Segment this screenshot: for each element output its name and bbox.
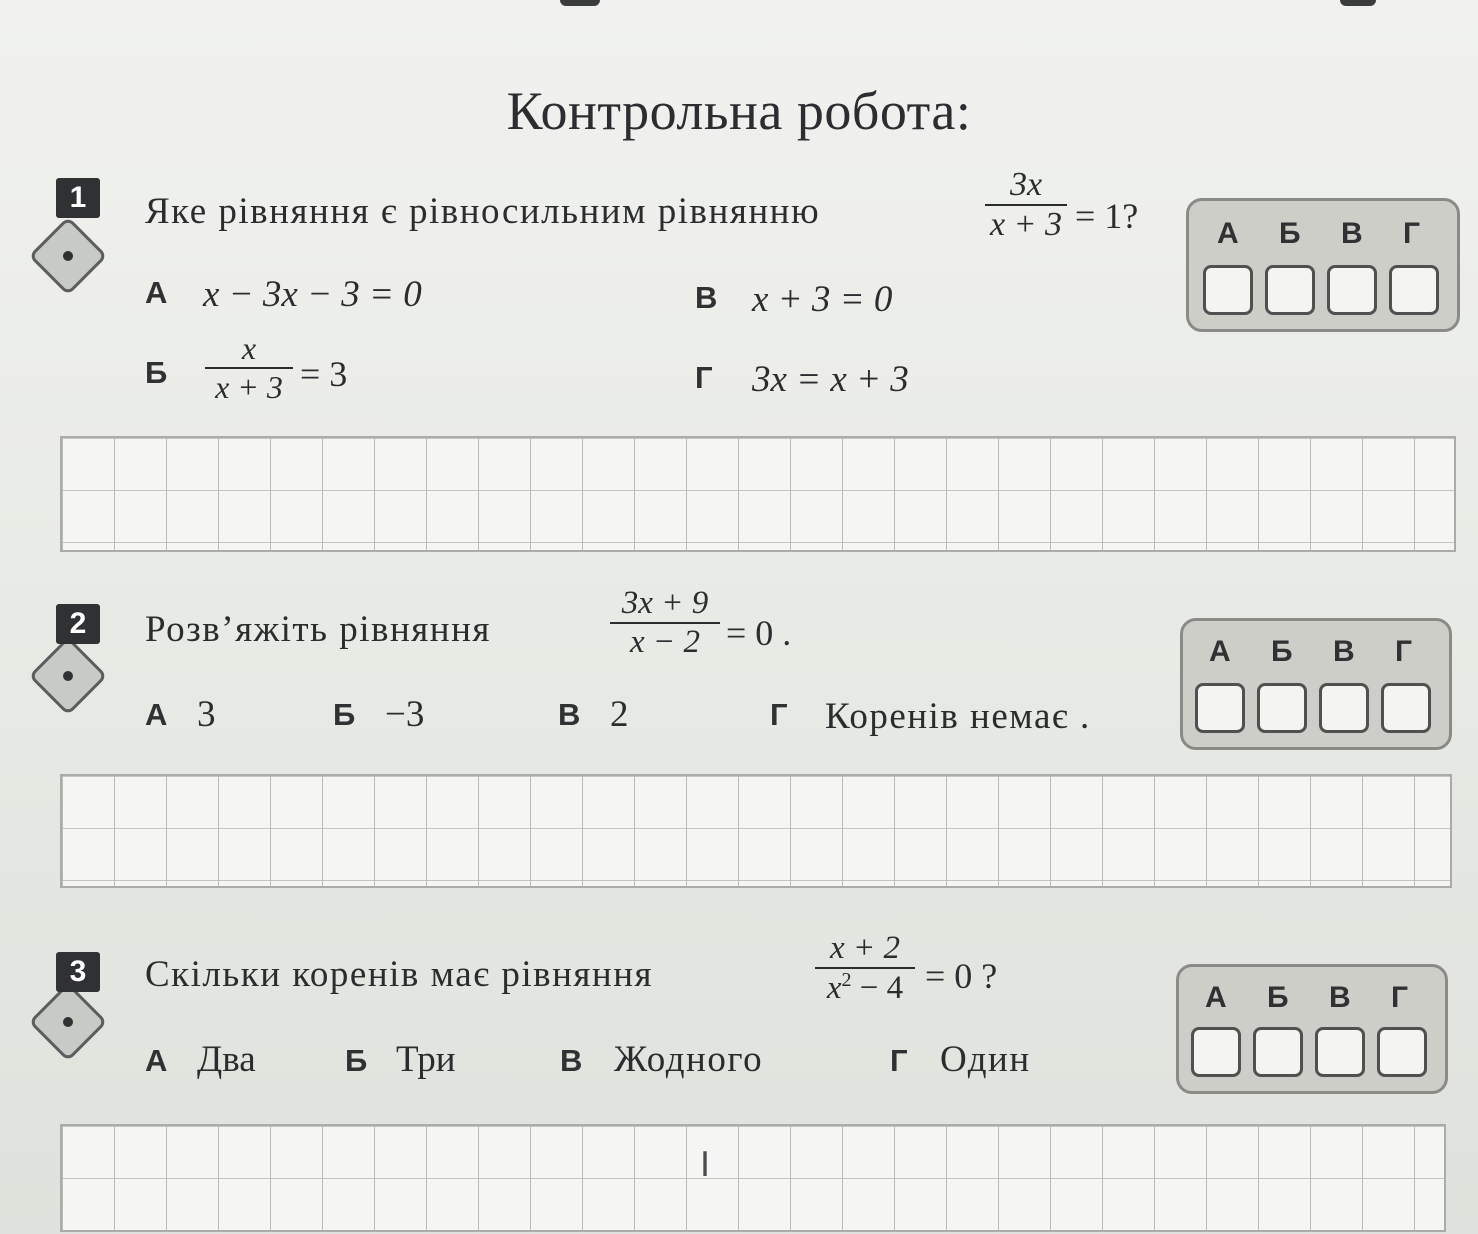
fraction-numerator: x + 2 (830, 930, 900, 966)
option-a: 3 (197, 694, 216, 735)
fraction-denominator (815, 969, 915, 1007)
answer-header-a: А (1205, 981, 1227, 1014)
option-d: 3x = x + 3 (752, 359, 909, 400)
option-b-numerator: x (241, 330, 257, 366)
answer-box (1180, 618, 1452, 750)
answer-cell-c[interactable] (1315, 1027, 1365, 1077)
answer-cell-c[interactable] (1327, 265, 1377, 315)
option-letter-a: А (145, 697, 168, 732)
option-letter-a: А (145, 1043, 168, 1078)
text-cursor-icon: I (700, 1145, 711, 1185)
task-number: 1 (56, 178, 100, 218)
question-fraction (610, 585, 720, 661)
cropped-header-strip (0, 0, 1478, 22)
answer-cell-d[interactable] (1389, 265, 1439, 315)
option-letter-c: В (560, 1043, 583, 1078)
option-a: Два (197, 1039, 256, 1080)
option-a: x − 3x − 3 = 0 (203, 274, 422, 315)
answer-box (1176, 964, 1448, 1094)
answer-header-d: Г (1391, 981, 1409, 1014)
work-grid[interactable] (60, 774, 1452, 888)
question-rhs: = 1? (1075, 196, 1139, 236)
option-letter-b: Б (333, 697, 356, 732)
option-letter-c: В (558, 697, 581, 732)
fraction-numerator: 3x (1009, 166, 1043, 203)
option-d: Коренів немає . (825, 696, 1091, 737)
answer-cell-b[interactable] (1257, 683, 1307, 733)
answer-header-c: В (1333, 635, 1355, 668)
answer-cell-b[interactable] (1265, 265, 1315, 315)
option-d: Один (940, 1039, 1031, 1080)
fraction-numerator: 3x + 9 (621, 585, 709, 621)
option-letter-d: Г (770, 697, 788, 732)
answer-header-a: А (1209, 635, 1231, 668)
option-letter-c: В (695, 280, 718, 315)
option-letter-b: Б (345, 1043, 368, 1078)
option-letter-d: Г (890, 1043, 908, 1078)
answer-header-c: В (1341, 217, 1363, 250)
question-fraction (985, 166, 1067, 244)
answer-header-b: Б (1267, 981, 1289, 1014)
option-b: Три (396, 1039, 456, 1080)
answer-cell-d[interactable] (1377, 1027, 1427, 1077)
option-c: x + 3 = 0 (752, 279, 893, 320)
task-marker-icon (28, 636, 107, 715)
answer-box (1186, 198, 1460, 332)
answer-cell-a[interactable] (1195, 683, 1245, 733)
option-c: Жодного (614, 1039, 764, 1080)
answer-header-b: Б (1271, 635, 1293, 668)
question-rhs: = 0 ? (925, 956, 998, 996)
option-b-denominator: x + 3 (215, 369, 283, 405)
answer-cell-a[interactable] (1203, 265, 1253, 315)
denominator-rest: − 4 (859, 970, 904, 1006)
option-c: 2 (610, 694, 629, 735)
task-number: 2 (56, 604, 100, 644)
denominator-base: x (826, 970, 842, 1006)
answer-header-b: Б (1279, 217, 1301, 250)
question-text: Скільки коренів має рівняння (145, 954, 654, 995)
page-title: Контрольна робота: (506, 81, 972, 141)
question-rhs: = 0 . (726, 613, 792, 653)
option-b: −3 (385, 694, 425, 735)
option-letter-d: Г (695, 360, 713, 395)
task-marker-icon (28, 216, 107, 295)
answer-header-a: А (1217, 217, 1239, 250)
task-marker-icon (28, 982, 107, 1061)
denominator-exponent: 2 (841, 969, 852, 991)
question-text: Яке рівняння є рівносильним рівнянню (145, 191, 821, 232)
work-grid[interactable] (60, 436, 1456, 552)
answer-header-d: Г (1395, 635, 1413, 668)
option-b-fraction (205, 330, 293, 406)
answer-cell-b[interactable] (1253, 1027, 1303, 1077)
task-number: 3 (56, 952, 100, 992)
option-letter-b: Б (145, 355, 168, 390)
answer-header-d: Г (1403, 217, 1421, 250)
answer-cell-a[interactable] (1191, 1027, 1241, 1077)
work-grid[interactable] (60, 1124, 1446, 1232)
question-text: Розв’яжіть рівняння (145, 609, 491, 650)
fraction-denominator: x − 2 (630, 624, 700, 660)
answer-header-c: В (1329, 981, 1351, 1014)
answer-cell-d[interactable] (1381, 683, 1431, 733)
question-fraction (815, 930, 915, 1007)
answer-cell-c[interactable] (1319, 683, 1369, 733)
option-letter-a: А (145, 275, 168, 310)
option-b-rhs: = 3 (300, 354, 348, 394)
fraction-denominator: x + 3 (989, 206, 1063, 243)
